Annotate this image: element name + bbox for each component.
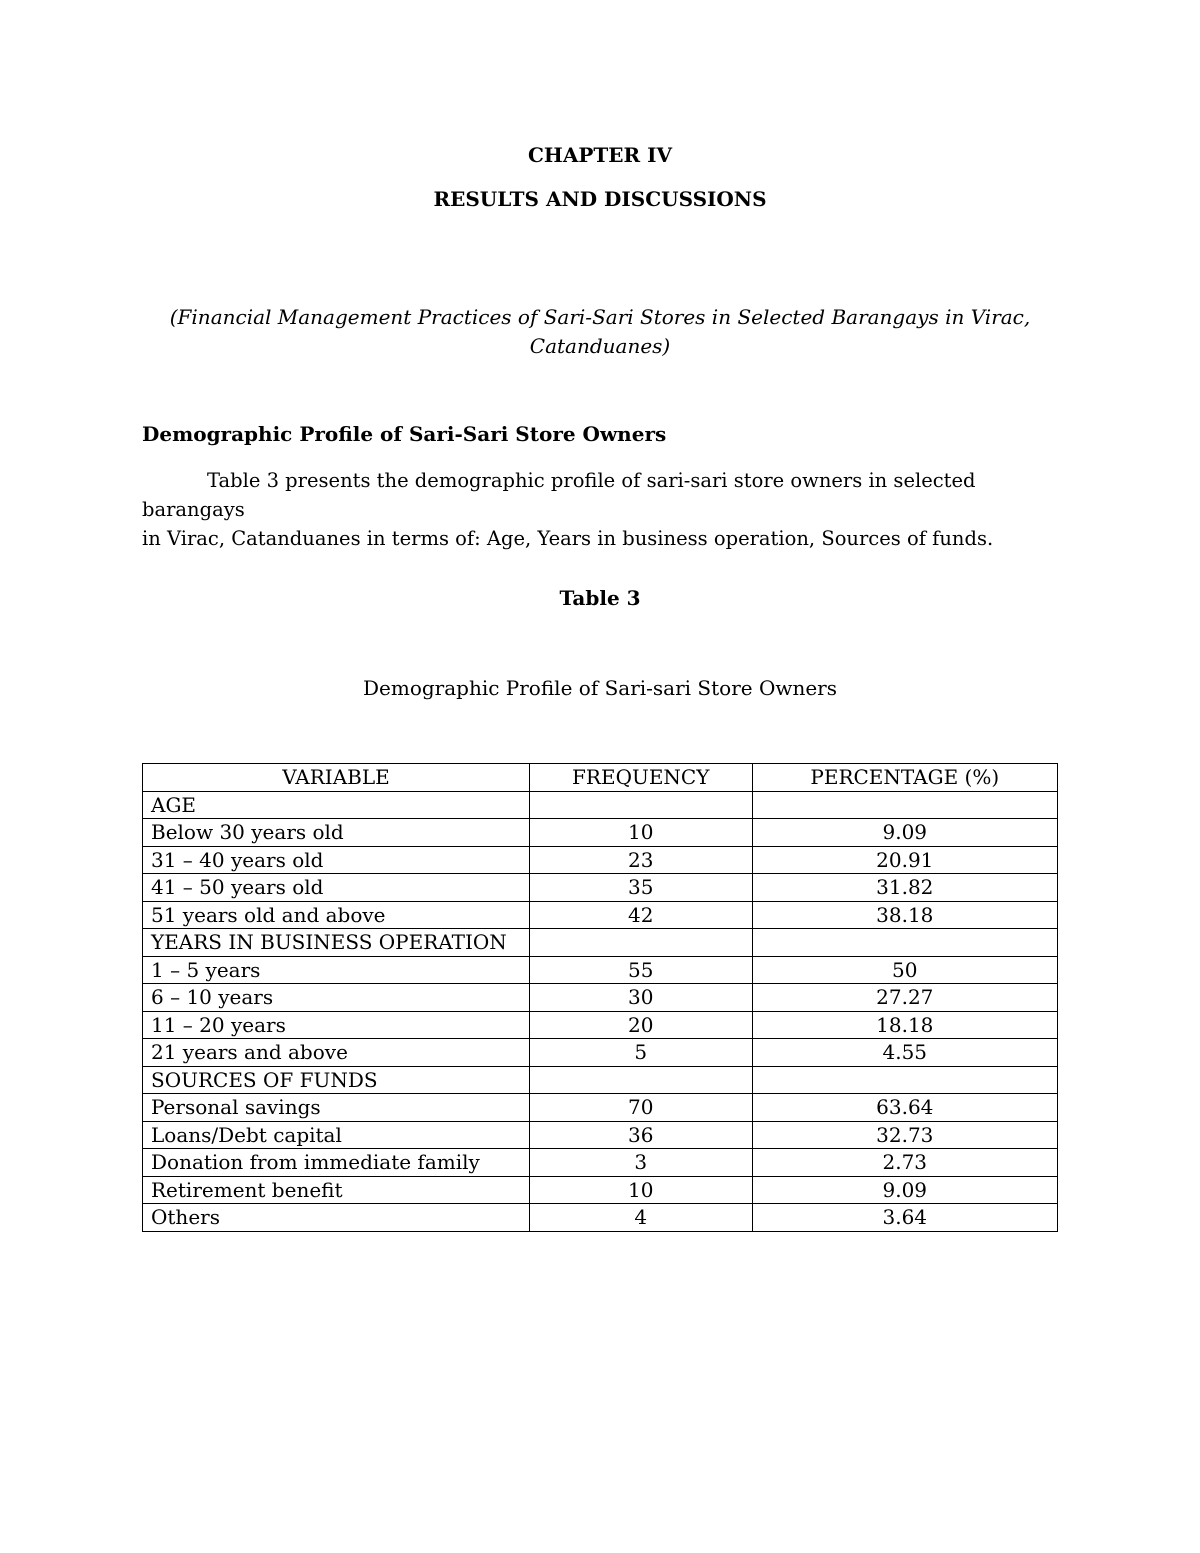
cell-frequency: [529, 791, 752, 819]
section-paragraph: [142, 466, 1052, 553]
cell-percentage: [752, 791, 1057, 819]
table-header-row: [143, 764, 1058, 792]
table-caption: Demographic Profile of Sari-sari Store Owners: [362, 676, 838, 700]
table-row: [143, 956, 1058, 984]
table-row: [143, 1204, 1058, 1232]
cell-variable: Donation from immediate family: [143, 1149, 530, 1177]
table-row: [143, 874, 1058, 902]
header-frequency: FREQUENCY: [529, 764, 752, 792]
cell-frequency: [529, 929, 752, 957]
cell-variable: YEARS IN BUSINESS OPERATION: [143, 929, 530, 957]
cell-variable: Loans/Debt capital: [143, 1121, 530, 1149]
table-row: [143, 1149, 1058, 1177]
table-row: [143, 1066, 1058, 1094]
cell-percentage: 27.27: [752, 984, 1057, 1012]
cell-percentage: 2.73: [752, 1149, 1057, 1177]
table-row: [143, 1094, 1058, 1122]
cell-percentage: 31.82: [752, 874, 1057, 902]
cell-frequency: 36: [529, 1121, 752, 1149]
cell-variable: 41 – 50 years old: [143, 874, 530, 902]
cell-percentage: 18.18: [752, 1011, 1057, 1039]
cell-frequency: 30: [529, 984, 752, 1012]
paragraph-line-1-text: Table 3 presents the demographic profile of sari-sari store owners in selected barangays: [142, 469, 976, 521]
study-subtitle: [0, 303, 1200, 361]
demographic-profile-table: [142, 763, 1058, 1232]
table-row: [143, 984, 1058, 1012]
table-row: [143, 901, 1058, 929]
table-row: [143, 846, 1058, 874]
header-variable: VARIABLE: [143, 764, 530, 792]
cell-percentage: 9.09: [752, 819, 1057, 847]
cell-percentage: 3.64: [752, 1204, 1057, 1232]
table-row: [143, 1011, 1058, 1039]
table-row: [143, 819, 1058, 847]
cell-frequency: 3: [529, 1149, 752, 1177]
cell-variable: Retirement benefit: [143, 1176, 530, 1204]
section-heading: Demographic Profile of Sari-Sari Store Owners: [142, 422, 667, 446]
cell-percentage: 9.09: [752, 1176, 1057, 1204]
subtitle-line-2: Catanduanes): [529, 334, 671, 358]
table-row: [143, 1039, 1058, 1067]
table-body: [143, 791, 1058, 1231]
cell-percentage: 32.73: [752, 1121, 1057, 1149]
table-row: [143, 791, 1058, 819]
cell-variable: 31 – 40 years old: [143, 846, 530, 874]
cell-variable: 11 – 20 years: [143, 1011, 530, 1039]
cell-frequency: 35: [529, 874, 752, 902]
cell-frequency: 55: [529, 956, 752, 984]
cell-frequency: 10: [529, 819, 752, 847]
table-row: [143, 1121, 1058, 1149]
cell-frequency: 10: [529, 1176, 752, 1204]
cell-percentage: 63.64: [752, 1094, 1057, 1122]
paragraph-line-2: in Virac, Catanduanes in terms of: Age, Years in business operation, Sources of funds.: [142, 527, 994, 550]
cell-variable: Below 30 years old: [143, 819, 530, 847]
cell-frequency: 5: [529, 1039, 752, 1067]
subtitle-line-1: (Financial Management Practices of Sari-Sari Stores in Selected Barangays in Virac,: [169, 305, 1031, 329]
cell-variable: Others: [143, 1204, 530, 1232]
cell-frequency: 42: [529, 901, 752, 929]
cell-frequency: 4: [529, 1204, 752, 1232]
table-row: [143, 929, 1058, 957]
cell-percentage: 20.91: [752, 846, 1057, 874]
cell-percentage: [752, 1066, 1057, 1094]
cell-variable: SOURCES OF FUNDS: [143, 1066, 530, 1094]
chapter-title: RESULTS AND DISCUSSIONS: [433, 187, 767, 211]
table-row: [143, 1176, 1058, 1204]
header-percentage: PERCENTAGE (%): [752, 764, 1057, 792]
cell-frequency: 23: [529, 846, 752, 874]
cell-percentage: 4.55: [752, 1039, 1057, 1067]
cell-variable: 6 – 10 years: [143, 984, 530, 1012]
cell-percentage: 50: [752, 956, 1057, 984]
cell-frequency: [529, 1066, 752, 1094]
cell-frequency: 70: [529, 1094, 752, 1122]
cell-percentage: 38.18: [752, 901, 1057, 929]
cell-frequency: 20: [529, 1011, 752, 1039]
cell-variable: AGE: [143, 791, 530, 819]
paragraph-line-1: [142, 466, 1052, 524]
chapter-number: CHAPTER IV: [528, 143, 672, 167]
table-label: Table 3: [559, 586, 641, 610]
cell-variable: 51 years old and above: [143, 901, 530, 929]
cell-variable: 21 years and above: [143, 1039, 530, 1067]
cell-percentage: [752, 929, 1057, 957]
cell-variable: 1 – 5 years: [143, 956, 530, 984]
cell-variable: Personal savings: [143, 1094, 530, 1122]
